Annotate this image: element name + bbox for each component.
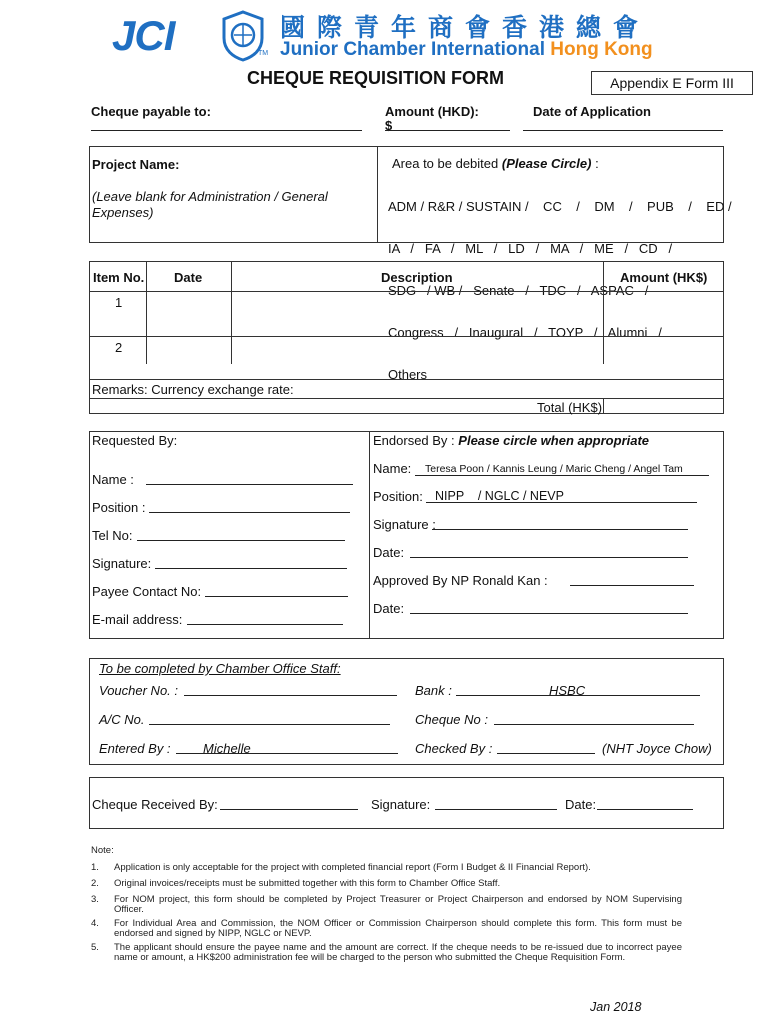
logo-english-name-hk: Hong Kong: [550, 39, 653, 60]
endorsed-name-label: Name:: [373, 461, 412, 476]
entered-by-label: Entered By :: [99, 741, 171, 756]
item-row-1-number: 1: [115, 295, 123, 310]
note-3-num: 3.: [91, 894, 99, 905]
form-title: CHEQUE REQUISITION FORM: [247, 68, 505, 88]
request-endorse-divider: [369, 431, 370, 639]
date-of-application-field[interactable]: [523, 130, 723, 131]
item-row-1-amount-cell[interactable]: [603, 291, 723, 335]
received-date-label: Date:: [565, 797, 597, 812]
voucher-no-label: Voucher No. :: [99, 683, 179, 698]
endorsed-date-field[interactable]: [410, 557, 688, 558]
requested-by-title: Requested By:: [92, 433, 178, 448]
entered-by-value[interactable]: Michelle: [203, 741, 251, 756]
jci-logo: [112, 8, 678, 66]
item-row-1-description-cell[interactable]: [231, 291, 603, 335]
note-4-num: 4.: [91, 918, 99, 929]
endorsed-by-emph: Please circle when appropriate: [458, 433, 650, 448]
requested-signature-label: Signature:: [92, 556, 152, 571]
item-row-2-amount-cell[interactable]: [603, 336, 723, 378]
approved-by-field[interactable]: [570, 585, 694, 586]
project-name-note: (Leave blank for Administration / General Expenses): [92, 189, 328, 220]
ac-no-label: A/C No.: [99, 712, 145, 727]
cheque-received-field[interactable]: [220, 809, 358, 810]
note-1-num: 1.: [91, 862, 99, 873]
area-options-line: Others: [388, 367, 428, 382]
endorsed-position-options[interactable]: NIPP / NGLC / NEVP: [435, 489, 564, 503]
project-name-label: Project Name:: [92, 157, 180, 172]
approved-date-label: Date:: [373, 601, 405, 616]
area-label-text: Area to be debited: [392, 156, 502, 171]
bank-value[interactable]: HSBC: [549, 683, 586, 698]
entered-by-underline: [176, 753, 398, 754]
item-row-2-description-cell[interactable]: [231, 336, 603, 378]
received-signature-label: Signature:: [371, 797, 431, 812]
area-label-end: :: [591, 156, 599, 171]
requested-position-label: Position :: [92, 500, 146, 515]
requested-name-label: Name :: [92, 472, 134, 487]
cheque-payable-label: Cheque payable to:: [91, 104, 211, 119]
requested-signature-field[interactable]: [155, 568, 347, 569]
checked-by-label: Checked By :: [415, 741, 493, 756]
amount-label: Amount (HKD):: [385, 104, 479, 119]
amount-field[interactable]: [385, 130, 510, 131]
project-divider: [377, 146, 378, 243]
endorsed-by-title: [373, 433, 649, 448]
item-row-1-date-cell[interactable]: [146, 291, 231, 335]
cheque-received-label: Cheque Received By:: [92, 797, 218, 812]
logo-trademark: TM: [258, 50, 269, 57]
area-options-line: SDG / WB / Senate / TDC / ASPAC /: [388, 283, 649, 298]
item-row-2-date-cell[interactable]: [146, 336, 231, 378]
requested-tel-label: Tel No:: [92, 528, 133, 543]
logo-jci-text: JCI: [112, 12, 175, 59]
footer-date: Jan 2018: [590, 1000, 642, 1014]
requested-tel-field[interactable]: [137, 540, 345, 541]
header-date: Date: [174, 270, 203, 285]
endorsed-position-label: Position:: [373, 489, 423, 504]
endorsed-position-underline: [426, 502, 697, 503]
email-label: E-mail address:: [92, 612, 183, 627]
payee-contact-label: Payee Contact No:: [92, 584, 202, 599]
total-label: Total (HK$): [537, 400, 603, 415]
endorsed-signature-field[interactable]: [432, 529, 688, 530]
payee-contact-field[interactable]: [205, 596, 348, 597]
cheque-no-label: Cheque No :: [415, 712, 488, 727]
area-to-debit-label: [392, 156, 599, 171]
approved-date-field[interactable]: [410, 613, 688, 614]
note-5-text: The applicant should ensure the payee name and the amount are correct. If the cheque needs to be re-issued due to incorrect payee name or amount, a HK$200 administration fee will be charged to the person who submitted the Cheque Requisition Form.: [114, 942, 682, 963]
note-1-text: Application is only acceptable for the project with completed financial report (Form I Budget & II Financial Report).: [114, 862, 591, 873]
date-of-application-label: Date of Application: [533, 104, 651, 119]
requested-position-field[interactable]: [149, 512, 350, 513]
bank-underline: [456, 695, 700, 696]
appendix-label: Appendix E Form III: [591, 71, 753, 95]
header-item-no: Item No.: [93, 270, 145, 285]
logo-english-name-main: Junior Chamber International: [280, 39, 545, 60]
ac-no-field[interactable]: [149, 724, 390, 725]
header-description: Description: [381, 270, 453, 285]
received-signature-field[interactable]: [435, 809, 557, 810]
endorsed-name-underline: [415, 475, 709, 476]
item-row-2-number: 2: [115, 340, 123, 355]
endorsed-date-label: Date:: [373, 545, 405, 560]
checked-by-field[interactable]: [497, 753, 595, 754]
remarks-exchange-rate[interactable]: Remarks: Currency exchange rate:: [92, 382, 294, 397]
total-amount-cell[interactable]: [603, 398, 723, 413]
approved-by-label: Approved By NP Ronald Kan :: [373, 573, 548, 588]
received-date-field[interactable]: [597, 809, 693, 810]
amount-prefix: $: [385, 118, 393, 133]
note-5-num: 5.: [91, 942, 99, 953]
header-amount: Amount (HK$): [620, 270, 708, 285]
endorsed-name-options[interactable]: Teresa Poon / Kannis Leung / Maric Cheng / Angel Tam: [425, 463, 683, 475]
endorsed-signature-label: Signature :: [373, 517, 436, 532]
bank-label: Bank :: [415, 683, 452, 698]
note-2-text: Original invoices/receipts must be submitted together with this form to Chamber Office Staff.: [114, 878, 501, 889]
note-4-text: For Individual Area and Commission, the NOM Officer or Commission Chairperson should complete this form. This form must be endorsed and signed by NIPP, NGLC or NEVP.: [114, 918, 682, 939]
logo-english-name: [280, 39, 653, 61]
office-staff-title: To be completed by Chamber Office Staff:: [99, 661, 341, 676]
cheque-no-field[interactable]: [494, 724, 694, 725]
checked-by-value: (NHT Joyce Chow): [602, 741, 712, 756]
area-options-line: ADM / R&R / SUSTAIN / CC / DM / PUB / ED /: [388, 199, 732, 214]
requested-name-field[interactable]: [146, 484, 353, 485]
area-options-line: Congress / Inaugural / TOYP / Alumni /: [388, 325, 662, 340]
cheque-payable-field[interactable]: [91, 130, 362, 131]
logo-chinese-name: 國際青年商會香港總會: [280, 13, 651, 42]
note-2-num: 2.: [91, 878, 99, 889]
email-field[interactable]: [187, 624, 343, 625]
area-options-line: IA / FA / ML / LD / MA / ME / CD /: [388, 241, 673, 256]
area-label-emph: (Please Circle): [501, 156, 592, 171]
voucher-no-field[interactable]: [184, 695, 397, 696]
note-3-text: For NOM project, this form should be completed by Project Treasurer or Project Chairperson and endorsed by NOM Supervising Officer.: [114, 894, 682, 915]
notes-title: Note:: [91, 845, 114, 856]
endorsed-by-text: Endorsed By :: [373, 433, 459, 448]
